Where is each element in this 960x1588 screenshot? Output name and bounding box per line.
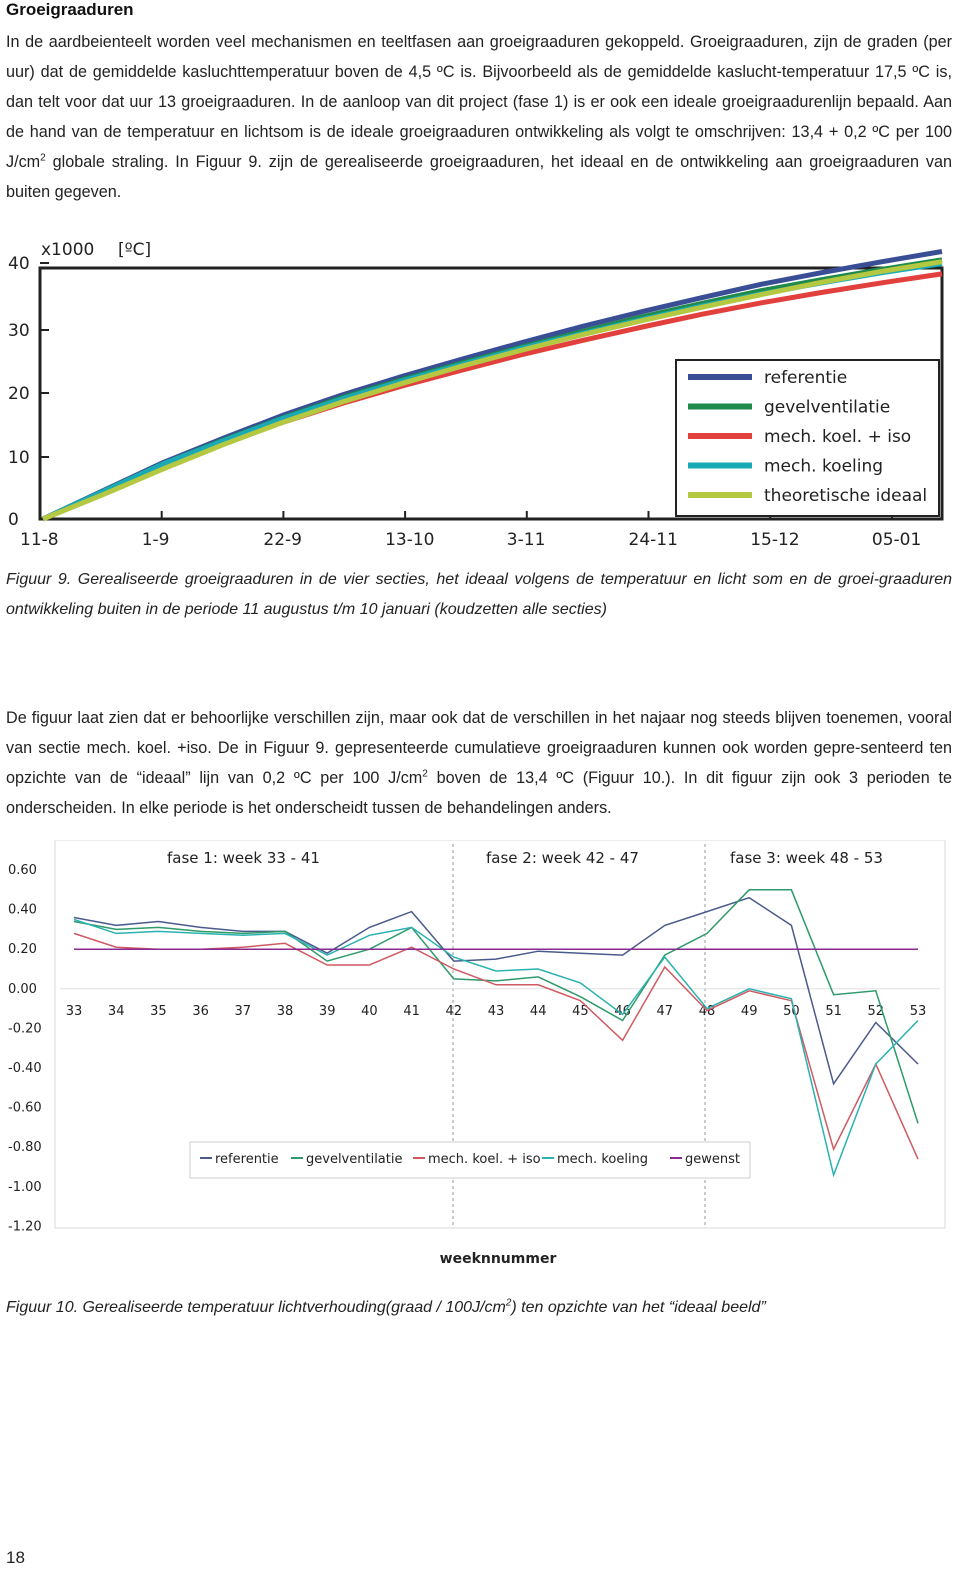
x-tick-label: 44 xyxy=(529,1004,547,1019)
x-tick-label: 05-01 xyxy=(871,530,922,550)
paragraph-text: De figuur laat zien dat er behoorlijke verschillen zijn, maar ook dat de verschillen in het najaar nog steeds blijven toenemen, vooral van sectie mech. koel. +iso. De in Figuur 9. gepresenteerde cumulatieve groeigraaduren kunnen ook worden gepre-senteerd ten opzichte van de “ideaal” lijn van 0,2 ºC per 100 J/cm xyxy=(6,709,952,787)
x-tick-label: 52 xyxy=(867,1004,885,1019)
legend-label: gewenst xyxy=(685,1152,740,1167)
y-tick-label: 40 xyxy=(8,254,30,274)
series-line xyxy=(74,933,918,1159)
paragraph-text: boven de 13,4 ºC (Figuur 10.). In dit figuur zijn ook 3 perioden te onderscheiden. In elke periode is het onderscheidt tussen de behandelingen anders. xyxy=(6,769,952,817)
x-tick-label: 39 xyxy=(318,1004,336,1019)
legend-label: mech. koeling xyxy=(764,456,884,477)
x-tick-label: 3-11 xyxy=(506,530,546,550)
y-tick-label: 0.20 xyxy=(8,942,37,958)
figure-10-chart xyxy=(0,840,960,1280)
y-tick-label: -0.80 xyxy=(8,1140,42,1156)
phase-label: fase 1: week 33 - 41 xyxy=(167,849,320,867)
figure-9-caption: Figuur 9. Gerealiseerde groeigraaduren in de vier secties, het ideaal volgens de temperatuur en licht som en de groei-graaduren ontwikkeling buiten in de periode 11 augustus t/m 10 januari (koudzetten alle secties) xyxy=(6,571,952,618)
page-number: 18 xyxy=(6,1548,25,1567)
y-tick-label: 0.00 xyxy=(8,981,37,997)
x-tick-label: 48 xyxy=(698,1004,716,1019)
caption-text: ) ten opzichte van het “ideaal beeld” xyxy=(511,1299,766,1316)
x-tick-label: 13-10 xyxy=(385,530,435,550)
x-tick-label: 53 xyxy=(909,1004,927,1019)
x-tick-label: 42 xyxy=(445,1004,463,1019)
legend-label: mech. koel. + iso xyxy=(428,1152,541,1167)
x-tick-label: 36 xyxy=(192,1004,209,1019)
legend-label: gevelventilatie xyxy=(764,397,891,418)
x-tick-label: 45 xyxy=(572,1004,589,1019)
paragraph-discussion xyxy=(6,703,952,823)
caption-text: Figuur 10. Gerealiseerde temperatuur lichtverhouding(graad / 100J/cm xyxy=(6,1299,506,1316)
x-tick-label: 37 xyxy=(234,1004,252,1019)
x-tick-label: 40 xyxy=(361,1004,378,1019)
superscript: 2 xyxy=(422,768,428,780)
y-tick-label: 0.60 xyxy=(8,863,37,878)
figure-9-chart xyxy=(0,225,960,555)
series-line xyxy=(74,898,918,1084)
y-tick-label: 30 xyxy=(8,321,30,341)
y-tick-label: -1.00 xyxy=(8,1179,42,1195)
y-tick-label: -0.60 xyxy=(8,1100,42,1116)
y-tick-label: -0.20 xyxy=(8,1021,42,1037)
series-line xyxy=(74,920,918,1175)
paragraph-text: globale straling. In Figuur 9. zijn de gerealiseerde groeigraaduren, het ideaal en de ontwikkeling aan groeigraaduren van buiten gegeven. xyxy=(6,153,952,201)
figure-10-caption xyxy=(6,1293,952,1323)
legend-label: gevelventilatie xyxy=(306,1152,403,1167)
temperature-unit-label: [ºC] xyxy=(118,240,152,260)
superscript: 2 xyxy=(40,152,46,164)
x-tick-label: 51 xyxy=(825,1004,842,1019)
y-tick-label: 20 xyxy=(8,384,30,404)
phase-label: fase 2: week 42 - 47 xyxy=(486,849,639,867)
x-tick-label: 47 xyxy=(656,1004,674,1019)
x-tick-label: 15-12 xyxy=(750,530,800,550)
legend-label: referentie xyxy=(215,1152,279,1167)
legend-label: mech. koeling xyxy=(557,1152,649,1167)
legend xyxy=(676,360,939,516)
paragraph-intro xyxy=(6,27,952,207)
y-tick-label: -1.20 xyxy=(8,1219,42,1235)
x-tick-label: 49 xyxy=(740,1004,758,1019)
x-tick-label: 41 xyxy=(403,1004,420,1019)
x-tick-label: 38 xyxy=(276,1004,294,1019)
y-tick-label: 0 xyxy=(8,510,19,530)
paragraph-text: In de aardbeienteelt worden veel mechanismen en teeltfasen aan groeigraaduren gekoppeld. Groeigraaduren, zijn de graden (per uur) dat de gemiddelde kasluchttemperatuur boven de 4,5 ºC is. Bijvoorbeeld als de gemiddelde kaslucht-temperatuur 17,5 ºC is, dan telt voor dat uur 13 groeigraaduren. In de aanloop van dit project (fase 1) is er ook een ideale groeigraadurenlijn bepaald. Aan de hand van de temperatuur en lichtsom is de ideale groeigraaduren ontwikkeling als volgt te omschrijven: 13,4 + 0,2 ºC per 100 J/cm xyxy=(6,33,952,171)
unit-label: x1000 xyxy=(41,240,95,260)
x-tick-label: 34 xyxy=(107,1004,125,1019)
x-tick-label: 1-9 xyxy=(141,530,170,550)
phase-label: fase 3: week 48 - 53 xyxy=(730,849,883,867)
legend xyxy=(190,1142,750,1178)
x-tick-label: 43 xyxy=(487,1004,505,1019)
x-axis-label: weeknnummer xyxy=(439,1251,557,1267)
x-tick-label: 46 xyxy=(614,1004,631,1019)
x-tick-label: 35 xyxy=(150,1004,167,1019)
x-tick-label: 11-8 xyxy=(20,530,59,550)
x-tick-label: 33 xyxy=(65,1004,83,1019)
superscript: 2 xyxy=(505,1297,512,1309)
legend-label: referentie xyxy=(764,368,848,388)
y-tick-label: -0.40 xyxy=(8,1061,42,1076)
y-tick-label: 0.40 xyxy=(8,902,37,918)
legend-label: mech. koel. + iso xyxy=(764,427,912,447)
x-tick-label: 50 xyxy=(783,1004,800,1019)
y-tick-label: 10 xyxy=(8,448,30,468)
x-tick-label: 22-9 xyxy=(263,530,302,550)
x-tick-label: 24-11 xyxy=(628,530,678,550)
section-heading: Groeigraaduren xyxy=(6,0,134,19)
legend-label: theoretische ideaal xyxy=(764,486,928,506)
